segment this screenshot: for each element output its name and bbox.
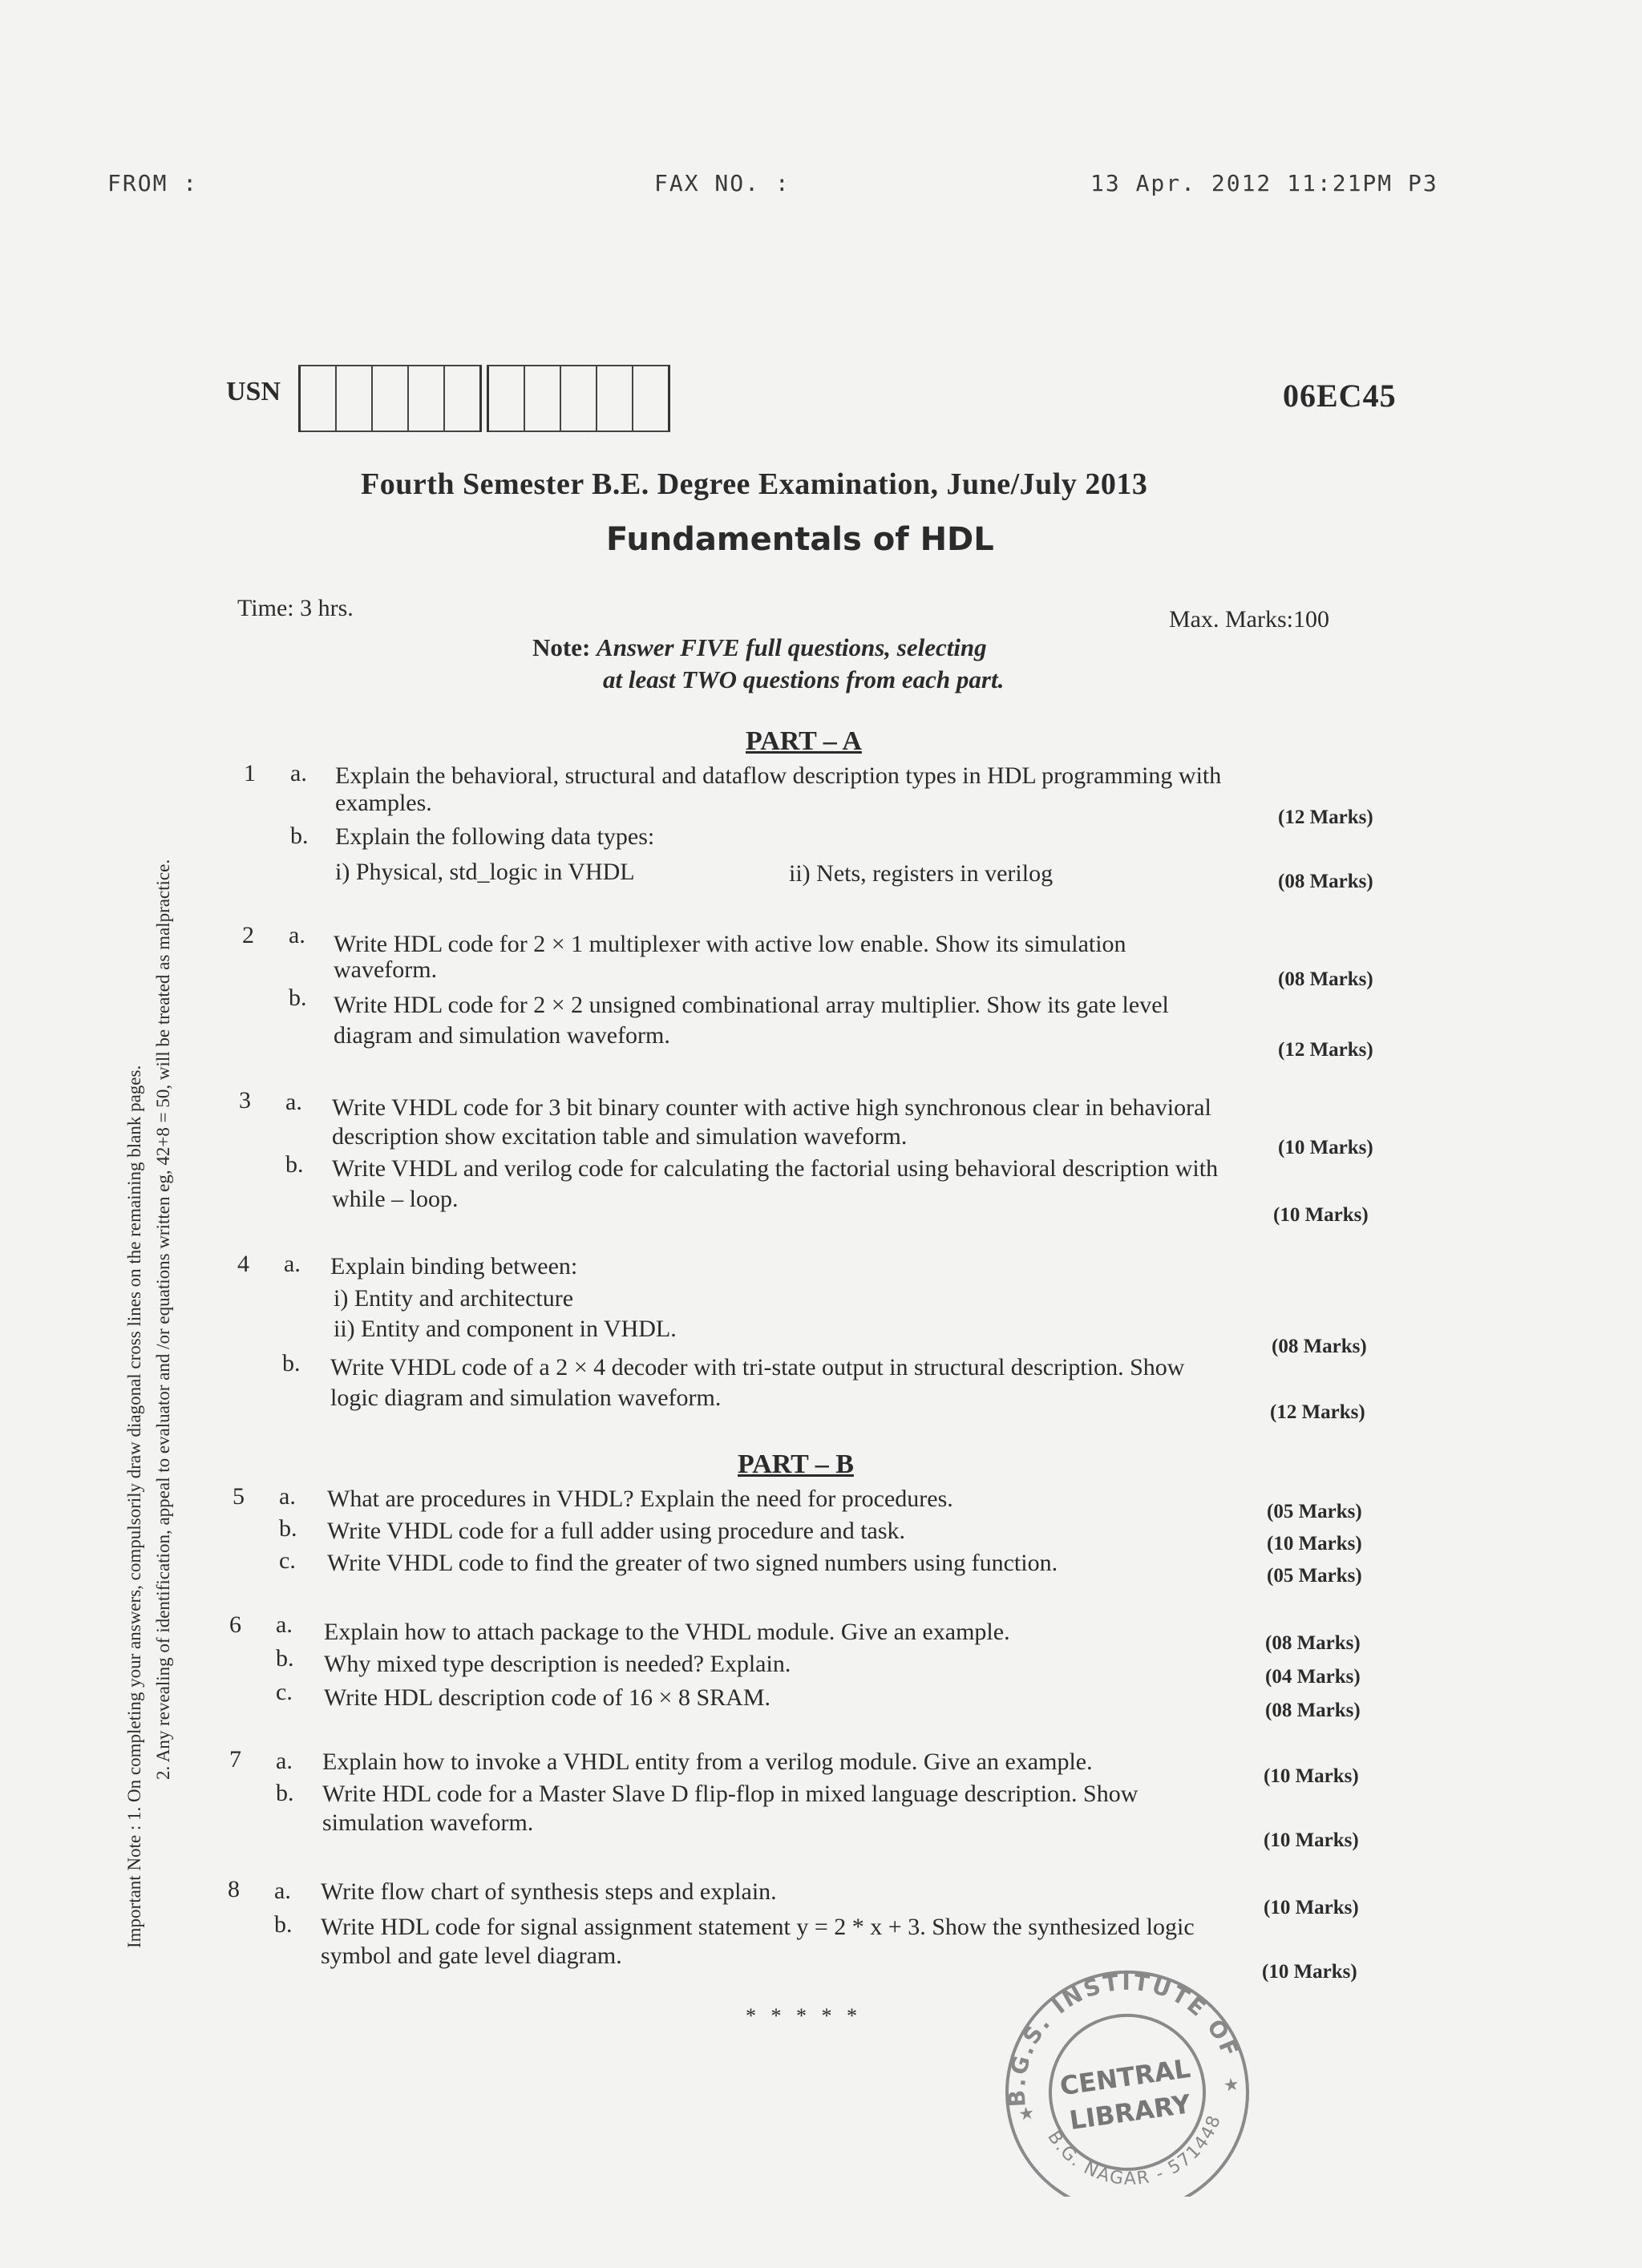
exam-title: Fourth Semester B.E. Degree Examination, June/July 2013	[361, 467, 1148, 501]
question-text: Write VHDL code for 3 bit binary counter with active high synchronous clear in behavioral	[332, 1094, 1211, 1121]
subject-title: Fundamentals of HDL	[606, 521, 994, 558]
question-text: Write VHDL code to find the greater of two signed numbers using function.	[327, 1550, 1058, 1576]
question-text: examples.	[335, 790, 432, 816]
note-line-1: Answer FIVE full questions, selecting	[597, 633, 987, 661]
exam-time: Time: 3 hrs.	[237, 595, 354, 621]
star-icon: ★	[1017, 2103, 1036, 2125]
subquestion-label: a.	[276, 1748, 293, 1774]
question-number: 5	[233, 1483, 245, 1510]
question-text: Write HDL code for signal assignment statement y = 2 * x + 3. Show the synthesized logic	[321, 1914, 1195, 1940]
note-line-2: at least TWO questions from each part.	[603, 665, 1005, 693]
marks: (10 Marks)	[1278, 1137, 1373, 1158]
part-a-heading: PART – A	[746, 726, 862, 756]
subquestion-label: a.	[289, 922, 305, 948]
question-text: logic diagram and simulation waveform.	[330, 1385, 722, 1411]
question-text: Explain binding between:	[330, 1253, 578, 1280]
question-text: i) Entity and architecture	[334, 1285, 574, 1312]
fax-from: FROM :	[107, 170, 199, 196]
question-text: Explain how to attach package to the VHDL module. Give an example.	[324, 1619, 1010, 1645]
question-text: Write VHDL code of a 2 × 4 decoder with tri-state output in structural description. Show	[330, 1354, 1185, 1381]
subquestion-label: c.	[276, 1679, 293, 1705]
question-text: ii) Nets, registers in verilog	[789, 860, 1054, 887]
marks: (08 Marks)	[1265, 1700, 1361, 1721]
subquestion-label: b.	[289, 984, 307, 1011]
marks: (08 Marks)	[1272, 1336, 1367, 1357]
important-note	[120, 859, 178, 1948]
question-text: Write HDL code for 2 × 2 unsigned combinational array multiplier. Show its gate level	[334, 992, 1169, 1018]
part-b-heading: PART – B	[738, 1449, 854, 1479]
question-number: 2	[242, 922, 254, 948]
instruction-note	[532, 633, 987, 662]
question-text: symbol and gate level diagram.	[321, 1943, 622, 1969]
important-note-line-2: 2. Any revealing of identification, appeal to evaluator and /or equations written eg, 42+8 = 50, will be treated as malpractice.	[153, 859, 173, 1780]
marks: (05 Marks)	[1267, 1501, 1362, 1522]
question-text: Explain how to invoke a VHDL entity from a verilog module. Give an example.	[322, 1749, 1093, 1775]
marks: (10 Marks)	[1273, 1204, 1369, 1226]
question-number: 6	[229, 1611, 241, 1638]
marks: (10 Marks)	[1267, 1533, 1362, 1554]
question-text: Why mixed type description is needed? Explain.	[324, 1651, 791, 1677]
subquestion-label: b.	[285, 1151, 304, 1178]
question-text: diagram and simulation waveform.	[334, 1022, 670, 1049]
usn-label: USN	[226, 377, 281, 406]
question-text: i) Physical, std_logic in VHDL	[335, 859, 635, 885]
end-marker: * * * * *	[746, 2004, 862, 2027]
question-text: description show excitation table and simulation waveform.	[332, 1123, 908, 1150]
subquestion-label: b.	[279, 1515, 297, 1542]
question-text: Write flow chart of synthesis steps and explain.	[321, 1878, 777, 1905]
library-stamp	[986, 1956, 1267, 2197]
question-number: 1	[244, 760, 256, 786]
question-text: Write VHDL and verilog code for calculating the factorial using behavioral description with	[332, 1155, 1219, 1182]
question-number: 4	[237, 1251, 249, 1277]
subquestion-label: a.	[285, 1089, 302, 1115]
important-note-line-1: Important Note : 1. On completing your answers, compulsorily draw diagonal cross lines on the remaining blank pages.	[124, 1065, 144, 1948]
marks: (12 Marks)	[1278, 1039, 1373, 1061]
subquestion-label: a.	[284, 1251, 301, 1277]
question-text: Explain the following data types:	[335, 823, 655, 850]
stamp-center-line-2: LIBRARY	[1067, 2088, 1193, 2137]
subquestion-label: c.	[279, 1547, 296, 1574]
subject-code: 06EC45	[1283, 378, 1397, 414]
stamp-bottom-text: B.G. NAGAR - 571448	[1043, 2112, 1226, 2189]
subquestion-label: b.	[274, 1911, 293, 1938]
question-number: 7	[229, 1746, 241, 1773]
question-text: What are procedures in VHDL? Explain the need for procedures.	[327, 1486, 953, 1512]
star-icon: ★	[1222, 2074, 1241, 2096]
subquestion-label: a.	[279, 1483, 296, 1510]
marks: (08 Marks)	[1265, 1632, 1361, 1654]
marks: (04 Marks)	[1265, 1666, 1361, 1688]
question-text: Write HDL description code of 16 × 8 SRAM.	[324, 1684, 771, 1711]
max-marks: Max. Marks:100	[1169, 606, 1329, 633]
marks: (08 Marks)	[1278, 968, 1373, 990]
usn-boxes	[298, 365, 685, 432]
question-text: ii) Entity and component in VHDL.	[334, 1316, 677, 1342]
question-number: 8	[228, 1876, 240, 1902]
question-text: Explain the behavioral, structural and dataflow description types in HDL programming with	[335, 762, 1222, 789]
question-text: Write HDL code for 2 × 1 multiplexer with active low enable. Show its simulation	[334, 931, 1126, 957]
marks: (10 Marks)	[1264, 1897, 1359, 1918]
stamp-ring-text: B.G.S. INSTITUTE OF	[1003, 1968, 1245, 2108]
marks: (05 Marks)	[1267, 1565, 1362, 1587]
subquestion-label: a.	[290, 760, 307, 786]
fax-number: FAX NO. :	[654, 170, 791, 196]
question-text: while – loop.	[332, 1186, 459, 1212]
note-label: Note:	[532, 633, 591, 661]
question-text: Write HDL code for a Master Slave D flip-flop in mixed language description. Show	[322, 1781, 1138, 1807]
marks: (12 Marks)	[1278, 807, 1373, 828]
marks: (08 Marks)	[1278, 871, 1373, 892]
marks: (10 Marks)	[1264, 1829, 1359, 1851]
question-text: Write VHDL code for a full adder using procedure and task.	[327, 1518, 906, 1544]
fax-datetime: 13 Apr. 2012 11:21PM P3	[1090, 170, 1438, 196]
question-text: waveform.	[334, 956, 438, 983]
marks: (10 Marks)	[1264, 1765, 1359, 1787]
marks: (10 Marks)	[1262, 1961, 1357, 1983]
question-number: 3	[239, 1087, 251, 1114]
marks: (12 Marks)	[1270, 1401, 1365, 1423]
subquestion-label: a.	[276, 1611, 293, 1638]
subquestion-label: a.	[274, 1878, 291, 1904]
subquestion-label: b.	[282, 1350, 301, 1377]
subquestion-label: b.	[290, 823, 309, 849]
question-text: simulation waveform.	[322, 1809, 534, 1836]
subquestion-label: b.	[276, 1780, 294, 1806]
stamp-center-line-1: CENTRAL	[1058, 2052, 1193, 2102]
subquestion-label: b.	[276, 1645, 294, 1672]
